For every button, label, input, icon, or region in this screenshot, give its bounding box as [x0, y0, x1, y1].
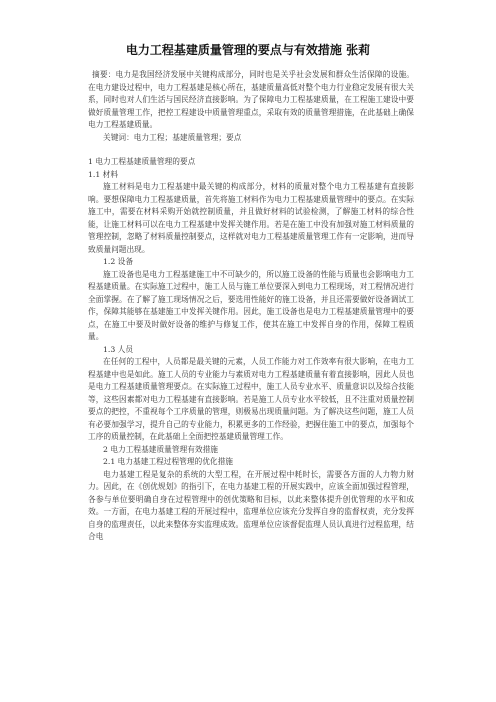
section-1-3-heading: 1.3 人员 — [103, 344, 134, 354]
document-title: 电力工程基建质量管理的要点与有效措施 张莉 — [125, 43, 371, 57]
keywords-line: 关键词：电力工程；基建质量管理；要点 — [103, 132, 242, 142]
document-body — [88, 69, 414, 544]
section-1-heading: 1 电力工程基建质量管理的要点 — [88, 157, 196, 166]
section-1-2-paragraph: 施工设备也是电力工程基建施工中不可缺少的，所以施工设备的性能与质量也会影响电力工程基建质量。在实际施工过程中，施工人员与施工单位要深入到电力工程现场，对工程情况进行全面掌握。在了解了施工现场情况之后，要选用性能好的施工设备，并且还需要做好设备调试工作，保障其能够在基建施工中发挥关键作用。因此，施工设备也是电力工程基建质量管理中的要点，在施工中要及时做好设备的维护与修复工作，使其在施工中发挥自身的作用，保障工程质量。 — [88, 269, 414, 341]
section-2-1-heading: 2.1 电力基建工程过程管理的优化措施 — [103, 457, 233, 466]
section-1-2-heading: 1.2 设备 — [103, 257, 134, 266]
abstract-paragraph: 摘要：电力是我国经济发展中关键构成部分，同时也是关乎社会发展和群众生活保障的设施。在电力建设过程中，电力工程基建是核心所在，基建质量高低对整个电力行业稳定发展有很大关系，同时也对人们生活与国民经济直接影响。为了保障电力工程基建质量，在工程施工建设中要做好质量管理工作，把控工程建设中质量管理重点，采取有效的质量管理措施，在此基础上确保电力工程基建质量。 — [88, 70, 414, 129]
section-1-1-paragraph: 施工材料是电力工程基建中最关键的构成部分，材料的质量对整个电力工程基建有直接影响。要想保障电力工程基建质量，首先将施工材料作为电力工程基建质量管理中的要点。在实际施工中，需要在材料采购开始就控制质量，并且做好材料的试验检测，了解施工材料的综合性能，让施工材料可以在电力工程基建中发挥关键作用。若是在施工中没有加强对施工材料质量的管理控制，忽略了材料质量控制要点，这样就对电力工程基建质量管理工作有一定影响，进而导致质量问题出现。 — [88, 182, 414, 254]
section-2-heading: 2 电力工程基建质量管理有效措施 — [103, 444, 218, 454]
section-1-3-paragraph: 在任何的工程中，人员都是最关键的元素，人员工作能力对工作效率有很大影响，在电力工程基建中也是如此。施工人员的专业能力与素质对电力工程基建质量有着直接影响，因此人员也是电力工程基建质量管理要点。在实际施工过程中，施工人员专业水平、质量意识以及综合技能等，这些因素都对电力工程基建有直接影响。若是施工人员专业水平较低，且不注重对质量控制要点的把控，不重视每个工序质量的管理，则极易出现质量问题。为了解决这些问题，施工人员有必要加强学习，提升自己的专业能力，积累更多的工作经验，把握住施工中的要点，加强每个工序的质量控制，在此基础上全面把控基建质量管理工作。 — [88, 357, 414, 441]
section-2-1-paragraph: 电力基建工程是复杂的系统的大型工程，在开展过程中耗时长，需要各方面的人力物力财力。因此，在《创优规划》的指引下，在电力基建工程的开展实践中，应该全面加强过程管理，各参与单位要明确自身在过程管理中的创优策略和目标，以此来整体提升创优管理的水平和成效。一方面，在电力基建工程的开展过程中，监理单位应该充分发挥自身的监督权责，充分发挥自身的监理责任，以此来整体夯实监理成效。监理单位应该督促监理人员认真进行过程监理，结合电 — [88, 469, 414, 541]
spacer — [88, 144, 414, 156]
section-1-1-heading: 1.1 材料 — [88, 169, 119, 179]
